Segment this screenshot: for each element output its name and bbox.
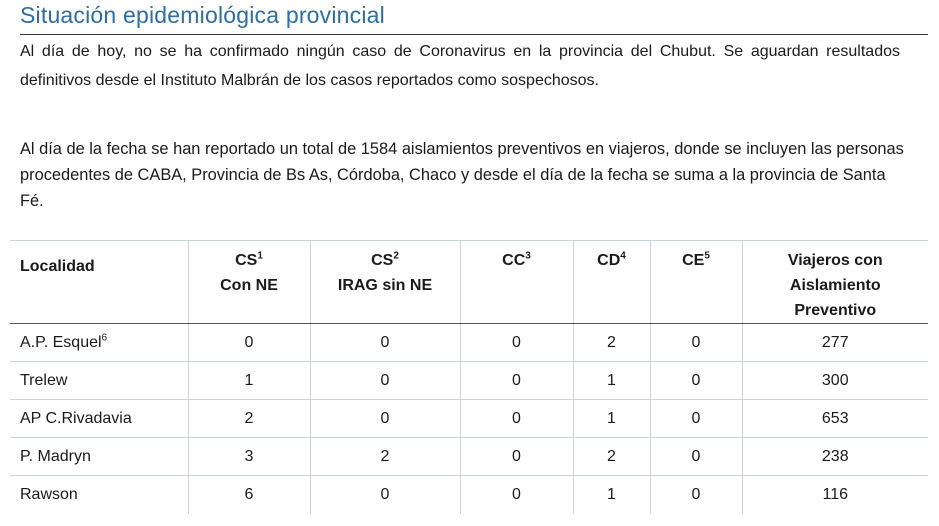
cases-table: [10, 240, 928, 514]
cell-viajeros: 238: [742, 438, 928, 476]
header-localidad: Localidad: [10, 240, 188, 324]
cell-cd: 1: [573, 400, 650, 438]
cell-cd: 2: [573, 438, 650, 476]
cell-viajeros: 277: [821, 333, 849, 351]
cell-localidad: AP C.Rivadavia: [10, 400, 188, 438]
header-viajeros: Viajeros con Aislamiento Preventivo: [742, 240, 928, 324]
header-cs2: $CS^2$ IRAG sin NE: [310, 240, 460, 324]
page-title: Situación epidemiológica provincial: [20, 2, 385, 28]
cell-cs1: 6: [188, 476, 310, 514]
header-cc: $CC^3$: [460, 240, 573, 324]
cell-cs2: 0: [310, 476, 460, 514]
cell-cc: 0: [460, 438, 573, 476]
cell-cs2: 2: [310, 438, 460, 476]
cell-cs2: 0: [310, 362, 460, 400]
cell-cs1: 1: [188, 362, 310, 400]
status-paragraph: Al día de hoy, no se ha confirmado ningún caso de Coronavirus en la provincia del Chubut. Se aguardan resultados definitivos desde el Instituto Malbrán de los casos reportados como sospechosos.: [20, 43, 900, 89]
title-divider: [20, 34, 928, 35]
table-row: [10, 324, 928, 362]
cell-cd: 2: [573, 324, 650, 362]
cell-ce: 0: [650, 438, 742, 476]
cell-cs1: 0: [188, 324, 310, 362]
cell-cs2: 0: [310, 400, 460, 438]
cell-viajeros: 116: [742, 476, 928, 514]
cell-localidad: A.P. Esquel$^6$: [10, 324, 188, 362]
cell-viajeros: 300: [742, 362, 928, 400]
cell-cc: 0: [460, 476, 573, 514]
header-ce: $CE^5$: [650, 240, 742, 324]
cell-localidad: Trelew: [10, 362, 188, 400]
cell-localidad: P. Madryn: [10, 438, 188, 476]
table-header-row: [10, 240, 928, 324]
cell-cc: 0: [460, 324, 573, 362]
table-row: [10, 362, 928, 400]
cell-ce: 0: [650, 324, 742, 362]
cell-cs1: 3: [188, 438, 310, 476]
isolation-paragraph: Al día de la fecha se han reportado un total de 1584 aislamientos preventivos en viajeros, donde se incluyen las personas procedentes de CABA, Provincia de Bs As, Córdoba, Chaco y desde el día de la fecha se suma a la provincia de Santa Fé.: [20, 140, 904, 210]
cell-viajeros: 653: [742, 400, 928, 438]
cell-cs2: 0: [310, 324, 460, 362]
cell-cd: 1: [573, 476, 650, 514]
cell-ce: 0: [650, 476, 742, 514]
cell-ce: 0: [650, 400, 742, 438]
cell-ce: 0: [650, 362, 742, 400]
cell-localidad: Rawson: [10, 476, 188, 514]
table-row: [10, 476, 928, 514]
cell-cd: 1: [573, 362, 650, 400]
cell-cc: 0: [460, 400, 573, 438]
table-row: [10, 438, 928, 476]
cell-cs1: 2: [188, 400, 310, 438]
header-cd: $CD^4$: [573, 240, 650, 324]
cell-cc: 0: [460, 362, 573, 400]
table-row: [10, 400, 928, 438]
header-cs1: $CS^1$ Con NE: [188, 240, 310, 324]
